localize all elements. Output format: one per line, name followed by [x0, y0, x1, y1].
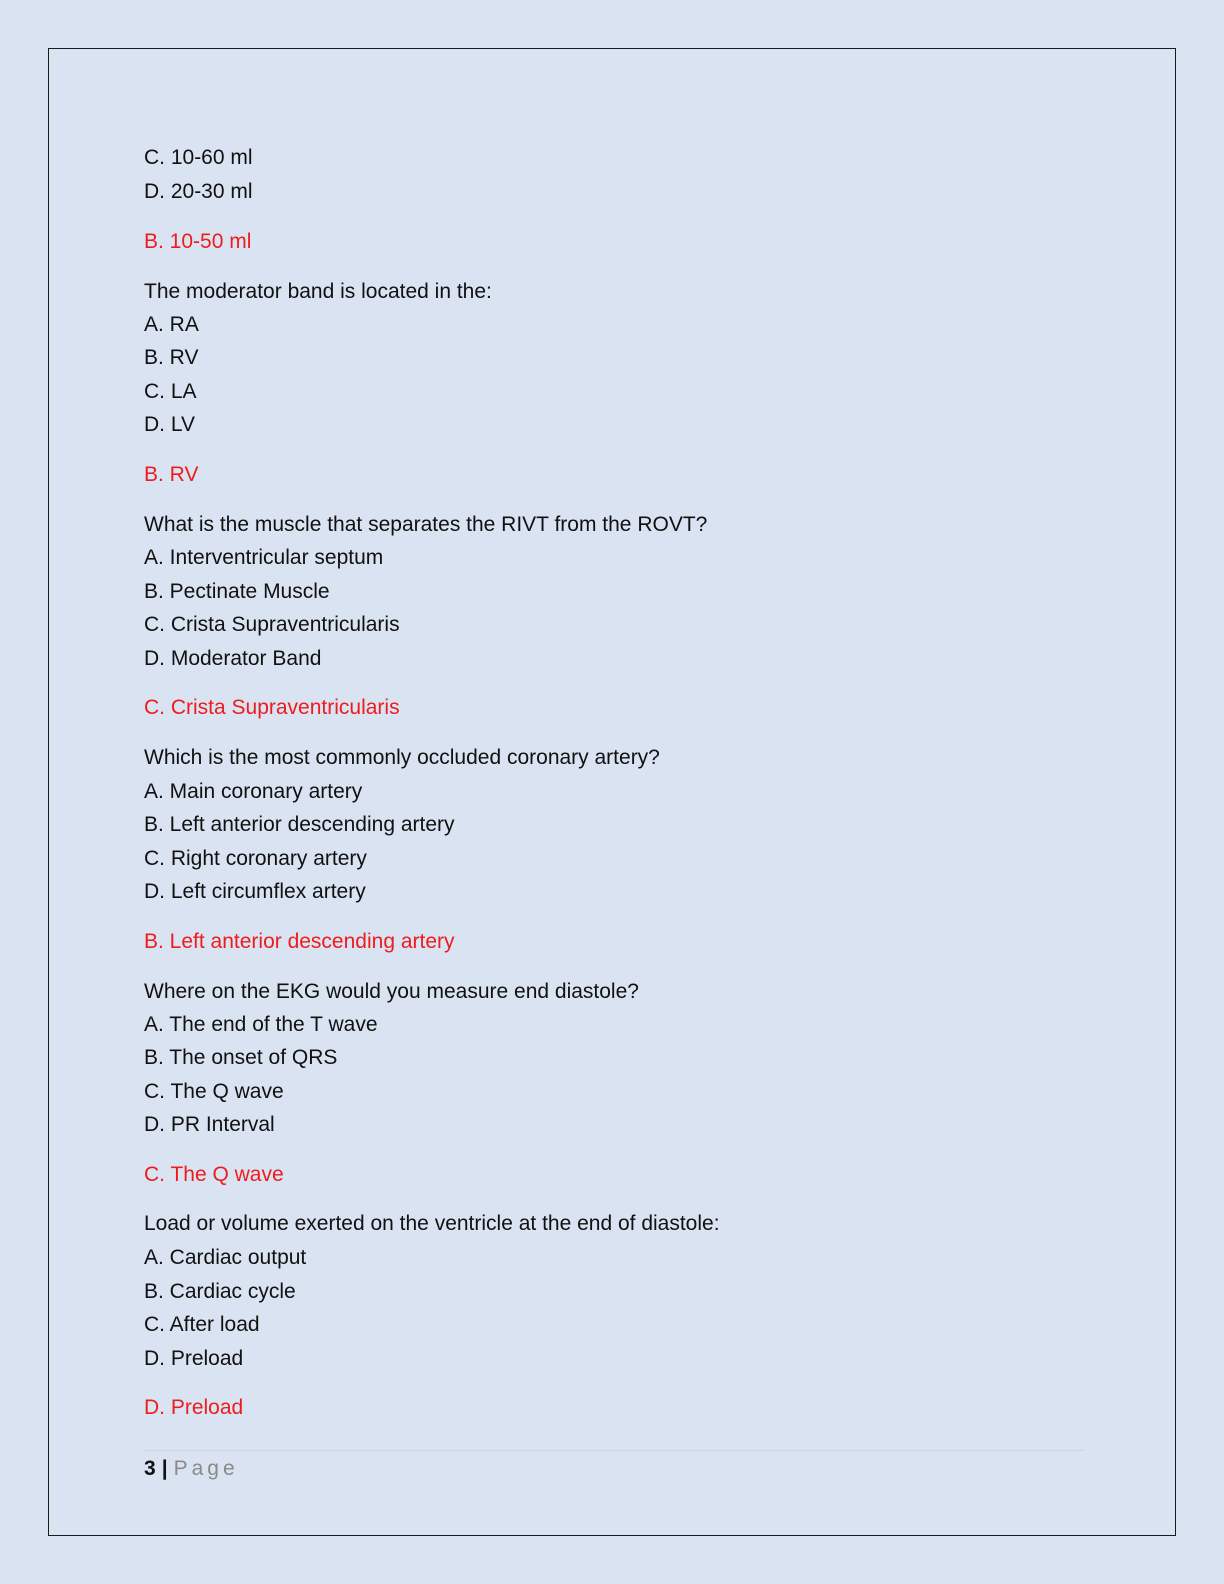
- answer-text: D. Preload: [144, 1396, 244, 1419]
- option-c: C. 10-60 ml: [144, 146, 253, 169]
- option-b: B. Pectinate Muscle: [144, 580, 330, 603]
- option-d: D. 20-30 ml: [144, 180, 253, 203]
- question-text: Load or volume exerted on the ventricle at the end of diastole:: [144, 1212, 720, 1235]
- option-c: C. Right coronary artery: [144, 847, 367, 870]
- answer-text: B. 10-50 ml: [144, 230, 252, 253]
- option-d: D. PR Interval: [144, 1113, 275, 1136]
- option-a: A. Cardiac output: [144, 1246, 307, 1269]
- question-text: The moderator band is located in the:: [144, 280, 492, 303]
- option-c: C. The Q wave: [144, 1080, 284, 1103]
- page-footer: [144, 1456, 239, 1482]
- option-d: D. Moderator Band: [144, 647, 322, 670]
- answer-text: C. Crista Supraventricularis: [144, 696, 400, 719]
- option-d: D. LV: [144, 413, 195, 436]
- page-label: Page: [173, 1457, 239, 1480]
- answer-text: C. The Q wave: [144, 1163, 284, 1186]
- question-text: What is the muscle that separates the RIVT from the ROVT?: [144, 513, 708, 536]
- footer-separator: |: [161, 1457, 168, 1480]
- question-text: Where on the EKG would you measure end diastole?: [144, 980, 639, 1003]
- question-text: Which is the most commonly occluded coronary artery?: [144, 746, 660, 769]
- option-b: B. Cardiac cycle: [144, 1280, 296, 1303]
- option-a: A. The end of the T wave: [144, 1013, 378, 1036]
- answer-text: B. RV: [144, 463, 199, 486]
- page-number: 3: [144, 1457, 156, 1480]
- footer-divider: [144, 1450, 1084, 1451]
- option-a: A. Main coronary artery: [144, 780, 363, 803]
- option-b: B. RV: [144, 346, 199, 369]
- option-d: D. Preload: [144, 1347, 244, 1370]
- option-c: C. After load: [144, 1313, 260, 1336]
- option-a: A. RA: [144, 313, 199, 336]
- option-c: C. Crista Supraventricularis: [144, 613, 400, 636]
- option-a: A. Interventricular septum: [144, 546, 384, 569]
- option-b: B. Left anterior descending artery: [144, 813, 455, 836]
- option-d: D. Left circumflex artery: [144, 880, 366, 903]
- answer-text: B. Left anterior descending artery: [144, 930, 455, 953]
- option-b: B. The onset of QRS: [144, 1046, 338, 1069]
- option-c: C. LA: [144, 380, 197, 403]
